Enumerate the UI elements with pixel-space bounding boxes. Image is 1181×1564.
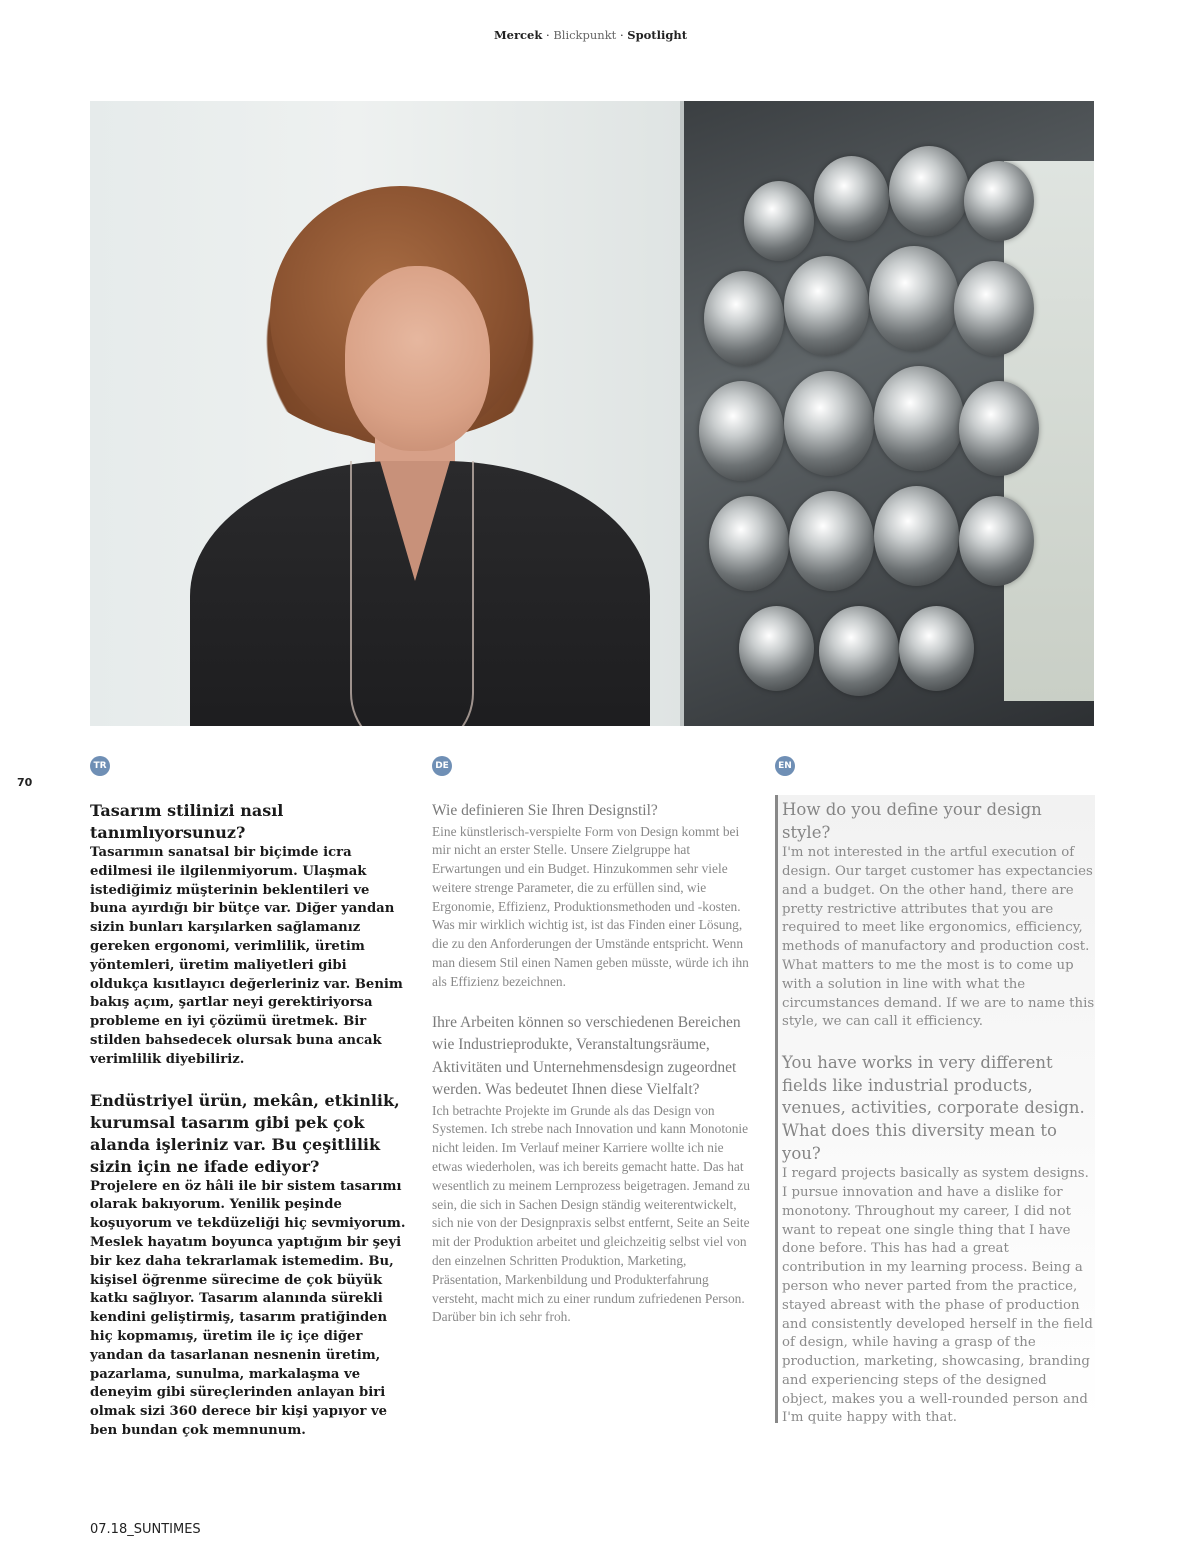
chrome-sphere: [874, 366, 964, 471]
chrome-sphere: [744, 181, 814, 261]
chrome-sphere: [819, 606, 899, 696]
header-sep-2: ·: [619, 28, 624, 42]
chrome-sphere: [899, 606, 974, 691]
tr-answer-2: Projelere en öz hâli ile bir sistem tasarımı olarak bakıyorum. Yenilik peşinde koşuyorum ve tekdüzeliği hiç sevmiyorum. Meslek hayatım boyunca yaptığım bir şeyi bir kez daha tekrarlamak istemedim. Bu, kişisel öğrenme sürecime de çok büyük katkı sağlıyor. Tasarım alanında sürekli kendini geliştirmiş, tasarım pratiğinden hiç kopmamış, üretim ile iç içe diğer yandan da tasarlanan nesnenin üretim, pazarlama, sunulma, markalaşma ve deneyim gibi süreçlerinden anlayan biri olmak sizi 360 derece bir kişi yapıyor ve ben bundan çok memnunum.: [90, 1178, 406, 1438]
en-answer-1: I'm not interested in the artful execution of design. Our target customer has expectancies and a budget. On the other hand, there are pretty restrictive attributes that you are required to meet like ergonomics, efficiency, methods of manufactory and production cost. What matters to me the most is to come up with a solution in line with what the circumstances demand. If we are to name this style, we can call it efficiency.: [782, 845, 1095, 1030]
chrome-sphere: [889, 146, 969, 236]
en-question-1: How do you define your design style?: [782, 800, 1042, 842]
portrait-photo: [90, 101, 680, 726]
de-question-1: Wie definieren Sie Ihren Designstil?: [432, 802, 658, 819]
column-en: [775, 795, 1095, 1426]
chrome-sphere: [959, 381, 1039, 476]
badge-de: DE: [432, 756, 452, 776]
chandelier-photo: [684, 101, 1094, 726]
chrome-sphere: [704, 271, 784, 366]
chrome-sphere: [959, 496, 1034, 586]
chrome-sphere: [784, 256, 869, 356]
chrome-sphere: [814, 156, 889, 241]
en-answer-2: I regard projects basically as system designs. I pursue innovation and have a dislike for monotony. Throughout my career, I did not want to repeat one single thing that I have done before. This has had a great contribution in my learning process. Being a person who never parted from the practice, stayed abreast with the phase of production and consistently developed herself in the field of design, while having a grasp of the production, marketing, showcasing, branding and experiencing steps of the designed object, makes you a well-rounded person and I'm quite happy with that.: [782, 1166, 1093, 1426]
chrome-sphere: [699, 381, 784, 481]
issue-footer: 07.18_SUNTIMES: [90, 1522, 201, 1537]
chrome-sphere: [964, 161, 1034, 241]
chrome-sphere: [739, 606, 814, 691]
header-part-1: Mercek: [493, 28, 543, 42]
de-answer-2: Ich betrachte Projekte im Grunde als das Design von Systemen. Ich strebe nach Innovation und kann Monotonie nicht leiden. Im Verlauf meiner Karriere wollte ich nie etwas wiederholen, was ich bereits gemacht hatte. Das hat wesentlich zu meinem Lernprozess beigetragen. Jemand zu sein, die sich in Sachen Design ständig weiterentwickelt, sich nie von der Designpraxis selbst entfernt, Seite an Seite mit der Produktion arbeitet und gleichzeitig selbst viel von den einzelnen Schritten Produktion, Marketing, Präsentation, Markenbildung und Produkterfahrung versteht, macht mich zu einer rundum zufriedenen Person. Darüber bin ich sehr froh.: [432, 1102, 750, 1325]
badge-en: EN: [775, 756, 795, 776]
badge-tr: TR: [90, 756, 110, 776]
chrome-sphere: [954, 261, 1034, 356]
tr-answer-1: Tasarımın sanatsal bir biçimde icra edilmesi ile ilgilenmiyorum. Ulaşmak istediğimiz müşterinin beklentileri ve buna ayırdığı bir bütçe var. Diğer yandan sizin bunları karşılarken sağlamanız gereken ergonomi, verimlilik, üretim yöntemleri, üretim maliyetleri gibi oldukça kısıtlayıcı değerleriniz var. Benim bakış açım, şartlar neyi gerektiriyorsa probleme en iyi çözümü üretmek. Bir stilden bahsedecek olursak buna ancak verimlilik diyebiliriz.: [90, 845, 403, 1067]
chrome-sphere: [709, 496, 789, 591]
de-question-2: Ihre Arbeiten können so verschiedenen Bereichen wie Industrieprodukte, Veranstaltungsräume, Aktivitäten und Unternehmensdesign zugeordnet werden. Was bedeutet Ihnen diese Vielfalt?: [432, 1013, 741, 1099]
header-part-2: Blickpunkt: [553, 28, 617, 42]
tr-question-1: Tasarım stilinizi nasıl tanımlıyorsunuz?: [90, 801, 284, 842]
portrait-face: [345, 266, 490, 451]
header-part-3: Spotlight: [627, 28, 688, 42]
tr-question-2: Endüstriyel ürün, mekân, etkinlik, kurumsal tasarım gibi pek çok alanda işleriniz var. Bu çeşitlilik sizin için ne ifade ediyor?: [90, 1090, 400, 1176]
chrome-sphere: [869, 246, 959, 351]
header-sep-1: ·: [546, 28, 550, 42]
column-tr: [90, 800, 406, 1461]
chrome-sphere: [874, 486, 959, 586]
en-question-2: You have works in very different fields like industrial products, venues, activities, corporate design. What does this diversity mean to you?: [782, 1053, 1085, 1163]
portrait-necklace: [350, 461, 474, 726]
chrome-sphere: [789, 491, 874, 591]
chrome-sphere: [784, 371, 874, 476]
de-answer-1: Eine künstlerisch-verspielte Form von Design kommt bei mir nicht an erster Stelle. Unsere Zielgruppe hat Erwartungen und ein Budget. Hinzukommen sehr viele weitere strenge Parameter, die zu erfüllen sind, wie Ergonomie, Effizienz, Produktionsmethoden und -kosten. Was mir wirklich wichtig ist, ist das Finden einer Lösung, die zu den Anforderungen der Umstände entspricht. Wenn man diesem Stil einen Namen geben müsste, würde ich ihn als Effizienz bezeichnen.: [432, 823, 749, 989]
hero-photo: [90, 101, 1094, 726]
section-header: [0, 28, 1181, 42]
page-number: 70: [17, 776, 33, 789]
column-de: [432, 800, 752, 1347]
